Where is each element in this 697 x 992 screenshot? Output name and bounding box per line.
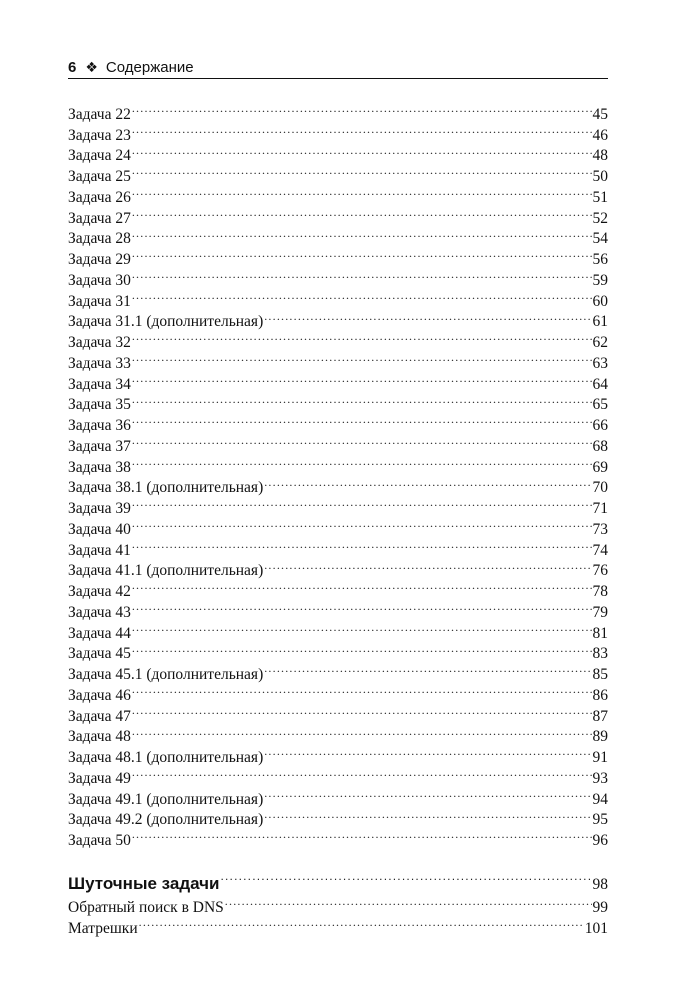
dot-leader — [132, 140, 592, 161]
toc-entry-page: 87 — [592, 707, 608, 725]
toc-entry-label: Задача 24 — [68, 147, 131, 165]
table-of-contents — [68, 98, 608, 937]
dot-leader — [132, 181, 592, 202]
toc-entry[interactable] — [68, 389, 608, 414]
ornament-icon: ❖ — [85, 59, 98, 75]
dot-leader — [132, 534, 592, 555]
toc-section-page: 98 — [592, 876, 608, 893]
toc-entry-label: Задача 49 — [68, 769, 131, 787]
dot-leader — [132, 285, 592, 306]
toc-entry-page: 48 — [592, 147, 608, 165]
toc-entry-label: Задача 30 — [68, 271, 131, 289]
toc-entry[interactable] — [68, 912, 608, 937]
dot-leader — [132, 160, 592, 181]
toc-entry-label: Задача 38.1 (дополнительная) — [68, 479, 264, 497]
dot-leader — [132, 617, 592, 638]
toc-entry-label: Задача 37 — [68, 437, 131, 455]
toc-entry[interactable] — [68, 119, 608, 144]
toc-entry[interactable] — [68, 160, 608, 185]
toc-entry[interactable] — [68, 679, 608, 704]
toc-entry-page: 54 — [592, 230, 608, 248]
toc-entry-label: Задача 34 — [68, 375, 131, 393]
dot-leader — [132, 451, 592, 472]
toc-entry[interactable] — [68, 430, 608, 455]
dot-leader — [132, 243, 592, 264]
toc-entry-page: 78 — [592, 583, 608, 600]
toc-entry[interactable] — [68, 575, 608, 600]
toc-entry-page: 65 — [592, 396, 608, 414]
toc-entry[interactable] — [68, 700, 608, 725]
toc-entry[interactable] — [68, 824, 608, 849]
toc-entry[interactable] — [68, 140, 608, 165]
dot-leader — [132, 762, 592, 783]
dot-leader — [132, 409, 592, 430]
dot-leader — [264, 741, 591, 762]
toc-entry-label: Задача 31.1 (дополнительная) — [68, 313, 264, 331]
toc-section-title: Шуточные задачи — [68, 874, 220, 893]
dot-leader — [225, 891, 592, 912]
running-header — [68, 55, 608, 79]
dot-leader — [132, 700, 592, 721]
dot-leader — [139, 912, 584, 933]
dot-leader — [132, 119, 592, 140]
toc-entry-label: Задача 47 — [68, 707, 131, 725]
dot-leader — [132, 347, 592, 368]
toc-section-heading[interactable] — [68, 863, 608, 893]
toc-section-items — [68, 891, 608, 937]
dot-leader — [132, 596, 592, 617]
toc-entry-label: Задача 40 — [68, 520, 131, 538]
toc-entry-page: 73 — [592, 520, 608, 538]
toc-entry-label: Задача 45 — [68, 645, 131, 663]
toc-entry-page: 68 — [592, 437, 608, 455]
toc-entry-label: Задача 39 — [68, 500, 131, 517]
header-rule — [68, 78, 608, 79]
dot-leader — [132, 721, 592, 742]
toc-entry-page: 61 — [592, 313, 608, 331]
toc-entry[interactable] — [68, 658, 608, 683]
toc-entry-page: 46 — [592, 126, 608, 144]
toc-entry-page: 70 — [592, 479, 608, 497]
toc-entry[interactable] — [68, 285, 608, 310]
toc-entry-page: 56 — [592, 251, 608, 268]
toc-entry-page: 99 — [592, 898, 608, 916]
running-title: Содержание — [105, 59, 194, 76]
toc-entry[interactable] — [68, 202, 608, 227]
toc-entry-page: 96 — [592, 832, 608, 849]
toc-entry-page: 71 — [592, 500, 608, 517]
toc-entry-label: Задача 41.1 (дополнительная) — [68, 562, 264, 580]
toc-entry-page: 59 — [592, 271, 608, 289]
dot-leader — [132, 513, 592, 534]
toc-entry-page: 83 — [592, 645, 608, 663]
toc-entry[interactable] — [68, 638, 608, 663]
toc-entry[interactable] — [68, 347, 608, 372]
toc-entry-label: Задача 31 — [68, 292, 131, 310]
toc-entry-page: 62 — [592, 334, 608, 351]
toc-entry-label: Обратный поиск в DNS — [68, 898, 224, 916]
dot-leader — [132, 326, 592, 347]
toc-entry[interactable] — [68, 492, 608, 517]
dot-leader — [132, 492, 592, 513]
toc-entry-label: Задача 48 — [68, 728, 131, 746]
toc-entry-label: Задача 43 — [68, 603, 131, 621]
toc-entry[interactable] — [68, 721, 608, 746]
toc-entry-label: Задача 27 — [68, 209, 131, 227]
dot-leader — [132, 389, 592, 410]
dot-leader — [132, 223, 592, 244]
dot-leader — [132, 575, 592, 596]
toc-entry-page: 74 — [592, 541, 608, 559]
dot-leader — [132, 824, 592, 845]
toc-entry-page: 64 — [592, 375, 608, 393]
toc-entry-page: 45 — [592, 105, 608, 123]
toc-entry-label: Задача 42 — [68, 583, 131, 600]
toc-entry-label: Задача 41 — [68, 541, 131, 559]
toc-entry-label: Задача 29 — [68, 251, 131, 268]
toc-entry-label: Задача 35 — [68, 396, 131, 414]
toc-entry-label: Задача 46 — [68, 686, 131, 704]
toc-entry-page: 89 — [592, 728, 608, 746]
dot-leader — [264, 472, 591, 493]
dot-leader — [264, 555, 591, 576]
toc-entry-page: 79 — [592, 603, 608, 621]
dot-leader — [264, 658, 591, 679]
toc-entry-page: 63 — [592, 354, 608, 372]
toc-entry-page: 86 — [592, 686, 608, 704]
toc-entry[interactable] — [68, 534, 608, 559]
toc-entry-label: Задача 36 — [68, 417, 131, 434]
toc-entry-label: Задача 45.1 (дополнительная) — [68, 666, 264, 683]
toc-entry[interactable] — [68, 762, 608, 787]
toc-entry[interactable] — [68, 596, 608, 621]
toc-entry-page: 69 — [592, 458, 608, 476]
toc-entry[interactable] — [68, 409, 608, 434]
toc-entry-page: 93 — [592, 769, 608, 787]
dot-leader — [264, 804, 591, 825]
dot-leader — [264, 306, 591, 327]
toc-entry-label: Задача 26 — [68, 188, 131, 206]
toc-entry-label: Задача 23 — [68, 126, 131, 144]
toc-entry-page: 60 — [592, 292, 608, 310]
toc-entry-label: Задача 49.1 (дополнительная) — [68, 790, 264, 808]
dot-leader — [132, 638, 592, 659]
toc-entry[interactable] — [68, 741, 608, 766]
dot-leader — [132, 264, 592, 285]
toc-entry[interactable] — [68, 555, 608, 580]
toc-entry-page: 76 — [592, 562, 608, 580]
toc-entry[interactable] — [68, 472, 608, 497]
toc-entry[interactable] — [68, 306, 608, 331]
dot-leader — [132, 98, 592, 119]
toc-entry-label: Задача 33 — [68, 354, 131, 372]
toc-entry-label: Задача 25 — [68, 168, 131, 185]
toc-entry-page: 66 — [592, 417, 608, 434]
toc-entry[interactable] — [68, 98, 608, 123]
toc-entry[interactable] — [68, 451, 608, 476]
dot-leader — [132, 430, 592, 451]
toc-entry-page: 101 — [584, 919, 608, 937]
toc-entry-label: Задача 44 — [68, 624, 131, 642]
toc-entry-page: 50 — [592, 168, 608, 185]
toc-entry-label: Задача 38 — [68, 458, 131, 476]
toc-entry-page: 81 — [592, 624, 608, 642]
toc-entry[interactable] — [68, 181, 608, 206]
toc-entry[interactable] — [68, 368, 608, 393]
toc-entry-label: Задача 28 — [68, 230, 131, 248]
toc-entry-label: Задача 50 — [68, 832, 131, 849]
toc-entry-page: 95 — [592, 811, 608, 829]
page-number: 6 — [68, 59, 77, 76]
toc-entry-label: Задача 48.1 (дополнительная) — [68, 749, 264, 766]
toc-entry[interactable] — [68, 783, 608, 808]
toc-entry-label: Задача 32 — [68, 334, 131, 351]
toc-entry-label: Матрешки — [68, 919, 138, 937]
dot-leader — [132, 202, 592, 223]
toc-entries — [68, 98, 608, 849]
toc-entry-page: 85 — [592, 666, 608, 683]
dot-leader — [132, 679, 592, 700]
dot-leader — [264, 783, 591, 804]
toc-entry-label: Задача 22 — [68, 105, 131, 123]
dot-leader — [132, 368, 592, 389]
toc-entry-page: 52 — [592, 209, 608, 227]
toc-entry[interactable] — [68, 617, 608, 642]
toc-entry[interactable] — [68, 223, 608, 248]
toc-entry[interactable] — [68, 243, 608, 268]
toc-entry-label: Задача 49.2 (дополнительная) — [68, 811, 264, 829]
toc-entry[interactable] — [68, 513, 608, 538]
toc-entry[interactable] — [68, 264, 608, 289]
toc-entry[interactable] — [68, 326, 608, 351]
toc-entry-page: 51 — [592, 188, 608, 206]
dot-leader — [220, 863, 591, 889]
toc-entry-page: 91 — [592, 749, 608, 766]
toc-entry-page: 94 — [592, 790, 608, 808]
